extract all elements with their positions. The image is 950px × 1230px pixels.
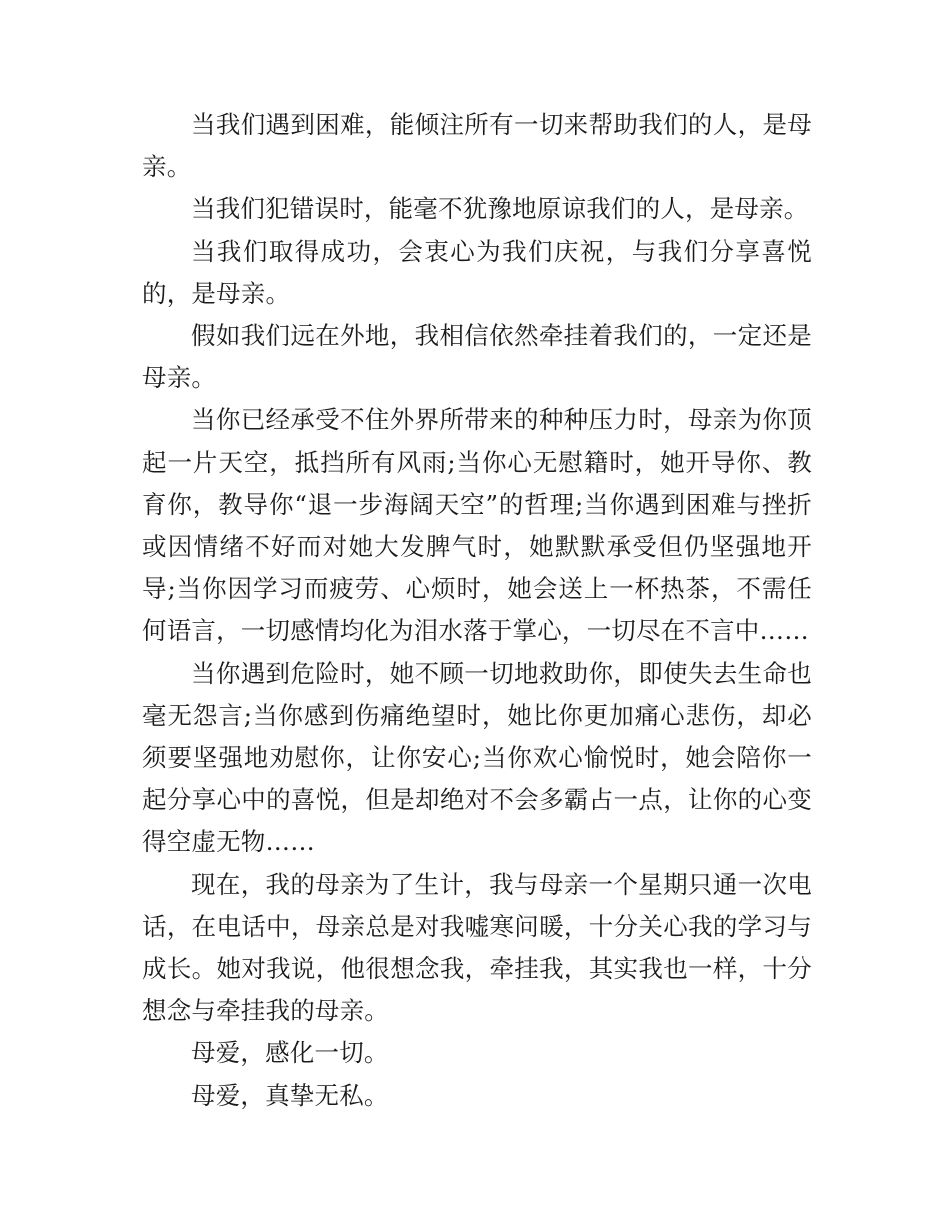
paragraph-3: 当我们取得成功，会衷心为我们庆祝，与我们分享喜悦的，是母亲。 (142, 236, 812, 308)
paragraph-1: 当我们遇到困难，能倾注所有一切来帮助我们的人，是母亲。 (142, 110, 812, 182)
paragraph-4: 假如我们远在外地，我相信依然牵挂着我们的，一定还是母亲。 (142, 321, 812, 393)
essay-body (142, 104, 812, 1117)
paragraph-8: 母爱，感化一切。 (191, 1038, 389, 1068)
paragraph-5: 当你已经承受不住外界所带来的种种压力时，母亲为你顶起一片天空，抵挡所有风雨;当你心无慰籍时，她开导你、教育你，教导你“退一步海阔天空”的哲理;当你遇到困难与挫折或因情绪不好而对她大发脾气时，她默默承受但仍坚强地开导;当你因学习而疲劳、心烦时，她会送上一杯热茶，不需任何语言，一切感情均化为泪水落于掌心，一切尽在不言中…… (142, 405, 812, 646)
paragraph-9: 母爱，真挚无私。 (191, 1080, 389, 1110)
paragraph-6: 当你遇到危险时，她不顾一切地救助你，即使失去生命也毫无怨言;当你感到伤痛绝望时，她比你更加痛心悲伤，却必须要坚强地劝慰你，让你安心;当你欢心愉悦时，她会陪你一起分享心中的喜悦，但是却绝对不会多霸占一点，让你的心变得空虚无物…… (142, 658, 812, 857)
paragraph-7: 现在，我的母亲为了生计，我与母亲一个星期只通一次电话，在电话中，母亲总是对我嘘寒问暖，十分关心我的学习与成长。她对我说，他很想念我，牵挂我，其实我也一样，十分想念与牵挂我的母亲。 (142, 869, 812, 1026)
paragraph-2: 当我们犯错误时，能毫不犹豫地原谅我们的人，是母亲。 (191, 194, 809, 224)
